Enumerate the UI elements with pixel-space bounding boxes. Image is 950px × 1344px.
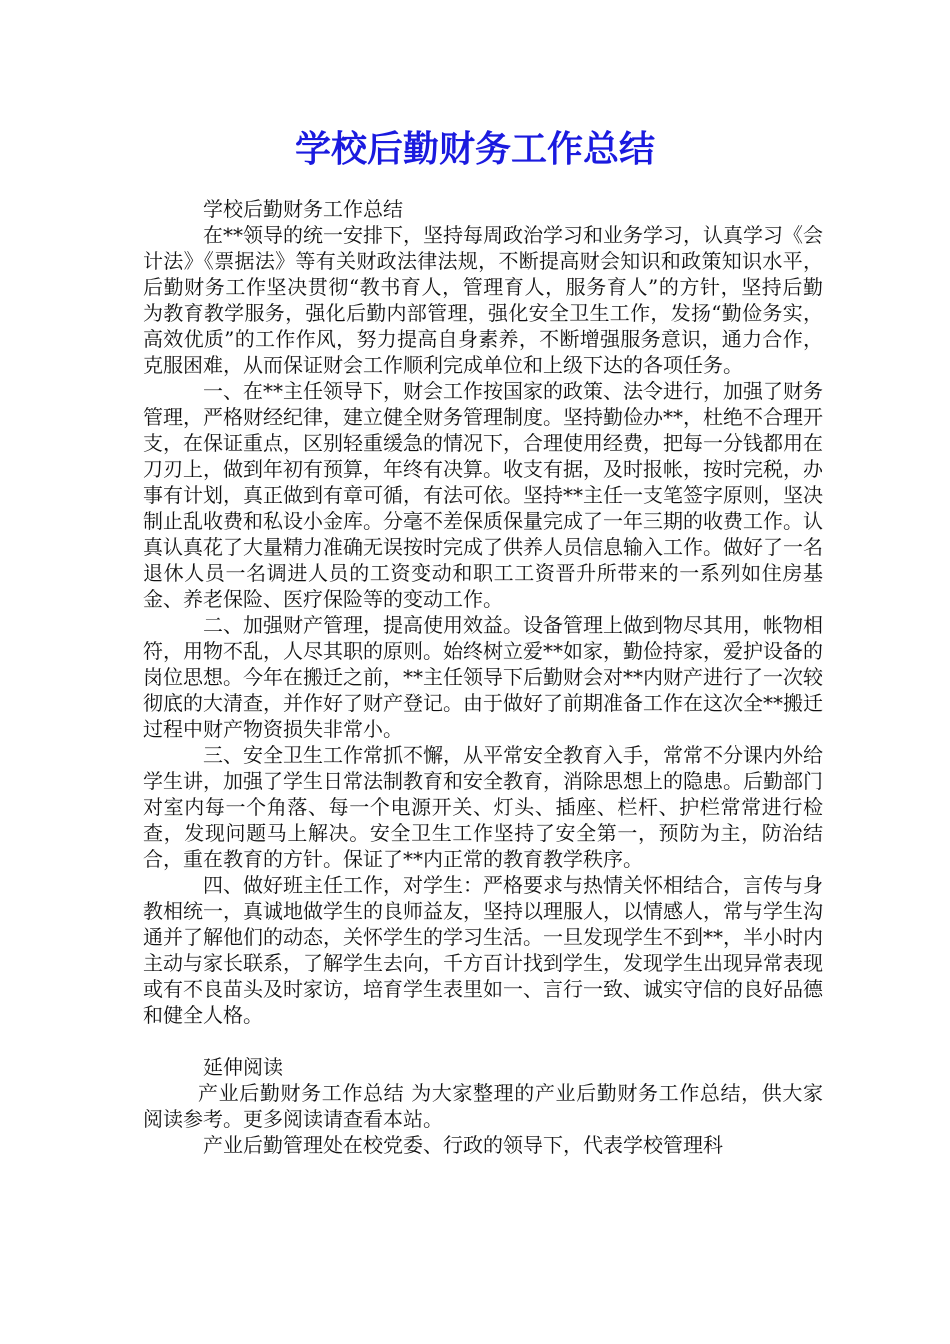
document-body (143, 196, 823, 1158)
paragraph-section-2: 二、加强财产管理，提高使用效益。设备管理上做到物尽其用，帐物相符，用物不乱，人尽其职的原则。始终树立爱**如家，勤俭持家，爱护设备的岗位思想。今年在搬迁之前，**主任领导下后勤财会对**内财产进行了一次较彻底的大清查，并作好了财产登记。由于做好了前期准备工作在这次全**搬迁过程中财产物资损失非常小。 (143, 613, 823, 741)
document-subtitle: 学校后勤财务工作总结 (203, 197, 403, 221)
extended-reading-intro: 产业后勤财务工作总结 为大家整理的产业后勤财务工作总结，供大家阅读参考。更多阅读请查看本站。 (143, 1081, 823, 1131)
extended-reading-paragraph: 产业后勤管理处在校党委、行政的领导下，代表学校管理科 (203, 1133, 723, 1157)
paragraph-intro: 在**领导的统一安排下，坚持每周政治学习和业务学习，认真学习《会计法》《票据法》等有关财政法律法规，不断提高财会知识和政策知识水平，后勤财务工作坚决贯彻“教书育人，管理育人，服务育人”的方针，坚持后勤为教育教学服务，强化后勤内部管理，强化安全卫生工作，发扬“勤俭务实，高效优质”的工作作风，努力提高自身素养，不断增强服务意识，通力合作，克服困难，从而保证财会工作顺利完成单位和上级下达的各项任务。 (143, 223, 823, 377)
paragraph-section-3: 三、安全卫生工作常抓不懈，从平常安全教育入手，常常不分课内外给学生讲，加强了学生日常法制教育和安全教育，消除思想上的隐患。后勤部门对室内每一个角落、每一个电源开关、灯头、插座、栏杆、护栏常常进行检查，发现问题马上解决。安全卫生工作坚持了安全第一，预防为主，防治结合，重在教育的方针。保证了**内正常的教育教学秩序。 (143, 743, 823, 871)
paragraph-section-1: 一、在**主任领导下，财会工作按国家的政策、法令进行，加强了财务管理，严格财经纪律，建立健全财务管理制度。坚持勤俭办**，杜绝不合理开支，在保证重点，区别轻重缓急的情况下，合理使用经费，把每一分钱都用在刀刃上，做到年初有预算，年终有决算。收支有据，及时报帐，按时完税，办事有计划，真正做到有章可循，有法可依。坚持**主任一支笔签字原则，坚决制止乱收费和私设小金库。分毫不差保质保量完成了一年三期的收费工作。认真认真花了大量精力准确无误按时完成了供养人员信息输入工作。做好了一名退休人员一名调进人员的工资变动和职工工资晋升所带来的一系列如住房基金、养老保险、医疗保险等的变动工作。 (143, 379, 823, 611)
paragraph-section-4: 四、做好班主任工作，对学生：严格要求与热情关怀相结合，言传与身教相统一，真诚地做学生的良师益友，坚持以理服人，以情感人，常与学生沟通并了解他们的动态，关怀学生的学习生活。一旦发现学生不到**，半小时内主动与家长联系，了解学生去向，千方百计找到学生，发现学生出现异常表现或有不良苗头及时家访，培育学生表里如一、言行一致、诚实守信的良好品德和健全人格。 (143, 873, 823, 1027)
extended-reading-heading: 延伸阅读 (203, 1055, 283, 1079)
document-title: 学校后勤财务工作总结 (294, 129, 655, 170)
